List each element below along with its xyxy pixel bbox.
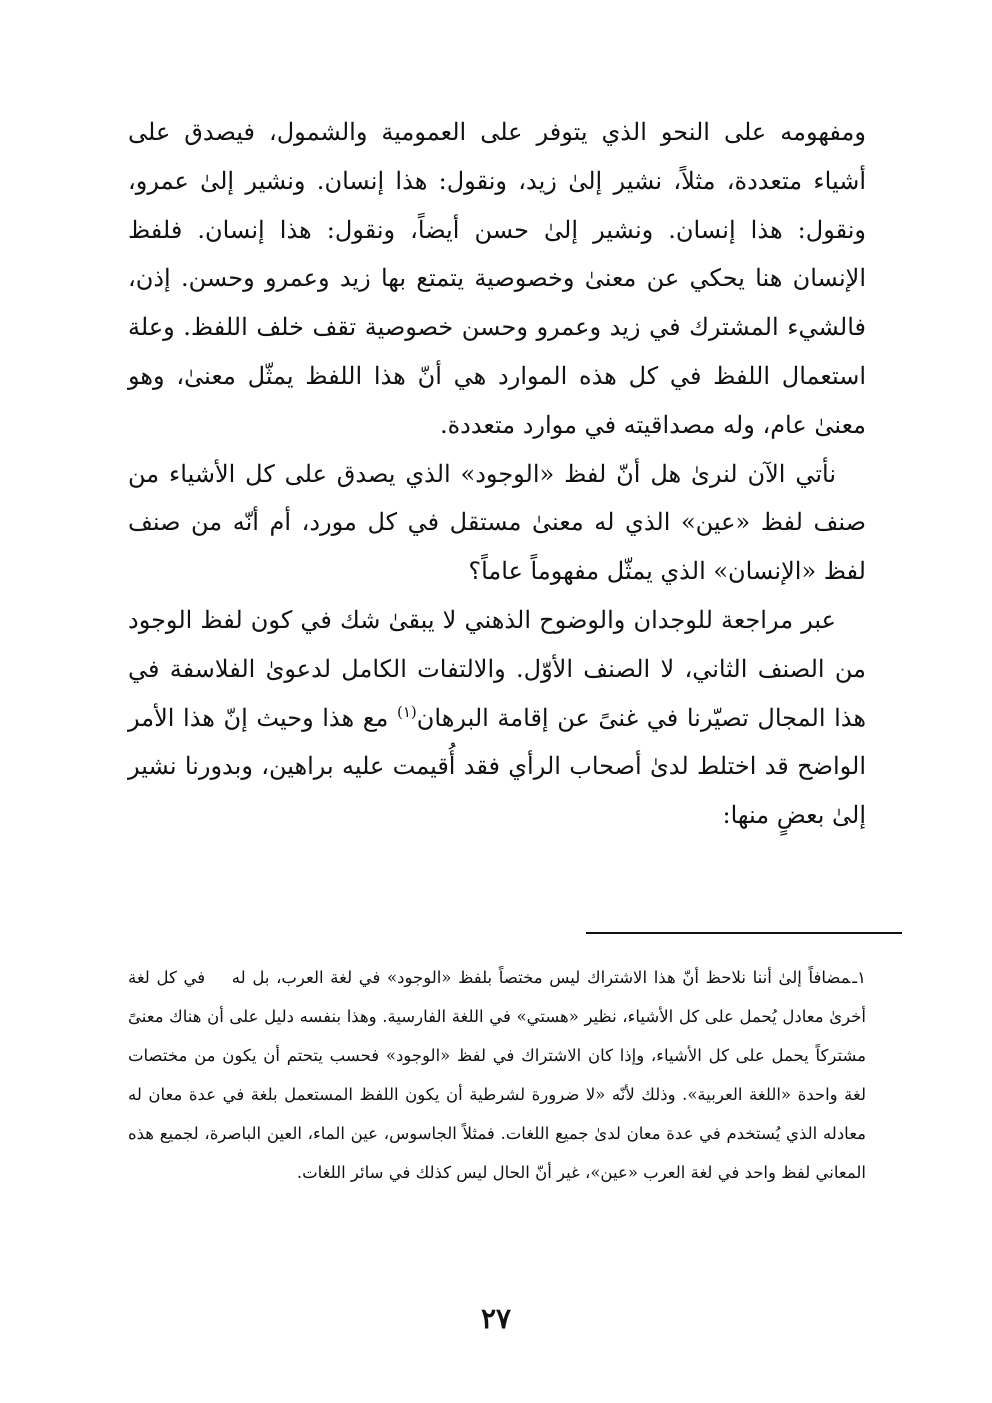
footnote-reference: (١) [397,702,417,721]
paragraph-1: ومفهومه على النحو الذي يتوفر على العمومية والشمول، فيصدق على أشياء متعددة، مثلاً، نشير إلىٰ زيد، ونقول: هذا إنسان. ونشير إلىٰ عمرو، ونقول: هذا إنسان. ونشير إلىٰ حسن أيضاً، ونقول: هذا إنسان. فلفظ الإنسان هنا يحكي عن معنىٰ وخصوصية يتمتع بها زيد وعمرو وحسن. إذن، فالشيء المشترك في زيد وعمرو وحسن خصوصية تقف خلف اللفظ. وعلة استعمال اللفظ في كل هذه الموارد هي أنّ هذا اللفظ يمثّل معنىٰ، وهو معنىٰ عام، وله مصداقيته في موارد متعددة. [128,118,866,439]
paragraph-3-text-after: مع هذا وحيث إنّ هذا الأمر الواضح قد اختلط لدىٰ أصحاب الرأي فقد أُقيمت عليه براهين، وبدورنا نشير إلىٰ بعضٍ منها: [128,703,866,830]
main-text [128,108,866,840]
footnote [128,958,866,1192]
paragraph-2: نأتي الآن لنرىٰ هل أنّ لفظ «الوجود» الذي يصدق على كل الأشياء من صنف لفظ «عين» الذي له معنىٰ مستقل في كل مورد، أم أنّه من صنف لفظ «الإنسان» الذي يمثّل مفهوماً عاماً؟ [128,459,866,586]
footnote-continuation: في كل لغة أخرىٰ معادل يُحمل على كل الأشياء، نظير «هستي» في اللغة الفارسية. وهذا بنفسه دليل على أن هناك معنىً مشتركاً يحمل على كل الأشياء، وإذا كان الاشتراك في لفظ «الوجود» فحسب يتحتم أن يكون من مختصات لغة واحدة «اللغة العربية». وذلك لأنّه «لا ضرورة لشرطية أن يكون اللفظ المستعمل بلغة في عدة معان له معادله الذي يُستخدم في عدة معان لدىٰ جميع اللغات. فمثلاً الجاسوس، عين الماء، العين الباصرة، لجميع هذه المعاني لفظ واحد في لغة العرب «عين»، غير أنّ الحال ليس كذلك في سائر اللغات. [128,968,866,1182]
footnote-first-line: مضافاً إلىٰ أننا نلاحظ أنّ هذا الاشتراك ليس مختصاً بلفظ «الوجود» في لغة العرب، بل له [231,968,851,987]
page-number: ٢٧ [480,1302,512,1335]
footnote-divider [586,932,902,934]
paragraph-3 [128,596,866,840]
footnote-number: ١ـ [852,968,866,987]
paragraph-3-text-before: عبر مراجعة للوجدان والوضوح الذهني لا يبقىٰ شك في كون لفظ الوجود من الصنف الثاني، لا الصنف الأوّل. والالتفات الكامل لدعوىٰ الفلاسفة في هذا المجال تصيّرنا في غنىً عن إقامة البرهان [128,605,866,732]
